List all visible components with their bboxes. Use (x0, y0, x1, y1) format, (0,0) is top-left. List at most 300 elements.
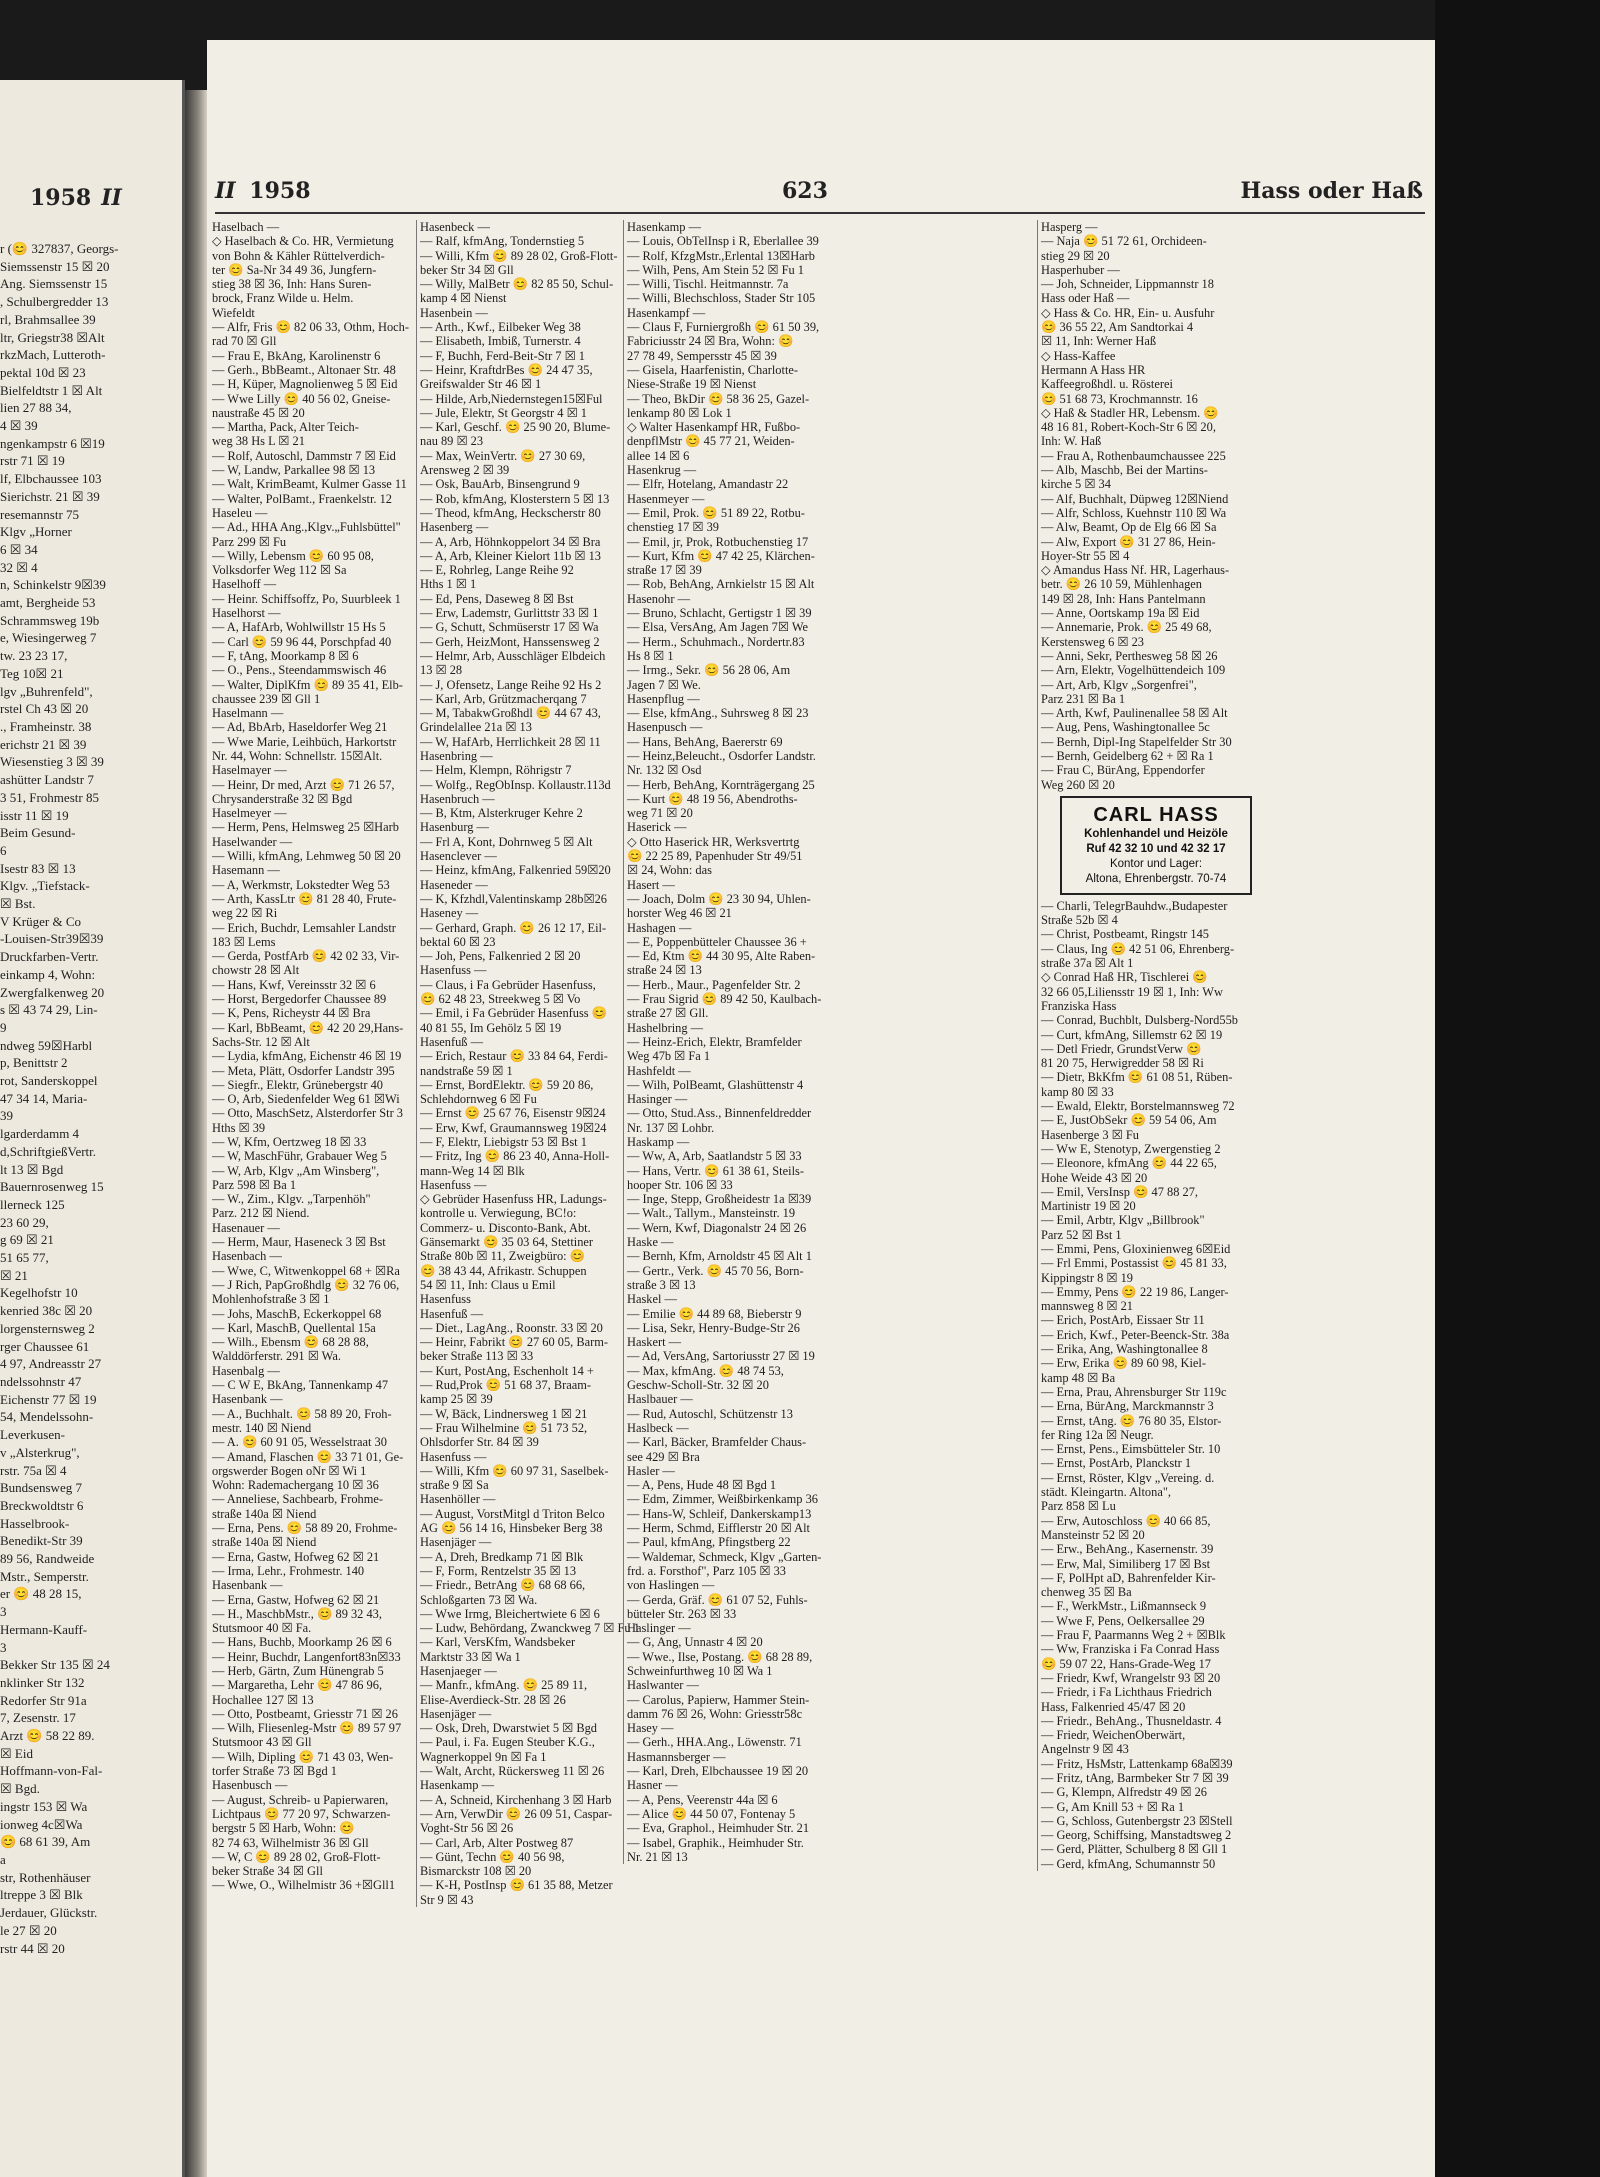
directory-entry: — Max, WeinVertr. 😊 27 30 69, (420, 448, 586, 463)
directory-entry: — Ww, Franziska i Fa Conrad Hass (1041, 1642, 1220, 1657)
directory-entry: — Hans, Buchb, Moorkamp 26 ☒ 6 (212, 1635, 392, 1650)
directory-entry: 4 97, Andreasstr 27 (0, 1356, 102, 1372)
directory-entry: — A, Arb, Höhnkoppelort 34 ☒ Bra (420, 534, 601, 549)
left-page-header (30, 185, 180, 211)
directory-entry: — A, Schneid, Kirchenhang 3 ☒ Harb (420, 1792, 612, 1807)
directory-entry: — B, Ktm, Alsterkruger Kehre 2 (420, 806, 583, 821)
directory-entry: — Frl A, Kont, Dohrnweg 5 ☒ Alt (420, 834, 593, 849)
directory-entry: denpflMstr 😊 45 77 21, Weiden- (627, 434, 795, 449)
directory-entry: — Frau Wilhelmine 😊 51 73 52, (420, 1420, 588, 1435)
directory-entry: — Claus F, Furniergroßh 😊 61 50 39, (627, 320, 820, 335)
directory-entry: s ☒ 43 74 29, Lin- (0, 1002, 98, 1018)
directory-entry: — Rob, BehAng, Arnkielstr 15 ☒ Alt (627, 577, 815, 592)
directory-entry: — Gerhard, Graph. 😊 26 12 17, Eil- (420, 920, 607, 935)
directory-entry: mann-Weg 14 ☒ Blk (420, 1163, 525, 1178)
directory-entry: — Elsa, VersAng, Am Jagen 7☒ We (627, 620, 809, 635)
carl-hass-advertisement (1060, 796, 1252, 895)
directory-entry: — Erna, Gastw, Hofweg 62 ☒ 21 (212, 1592, 380, 1607)
directory-entry: torfer Straße 73 ☒ Bgd 1 (212, 1764, 338, 1779)
directory-entry: Weg 260 ☒ 20 (1041, 777, 1115, 792)
directory-entry: Haseneder — (420, 877, 488, 892)
directory-entry: Hasenclever — (420, 849, 497, 864)
directory-entry: lt 13 ☒ Bgd (0, 1161, 64, 1177)
directory-entry: — Willi, Kfm 😊 60 97 31, Saselbek- (420, 1463, 609, 1478)
directory-entry: kenried 38c ☒ 20 (0, 1303, 93, 1319)
directory-entry: Hasenburg — (420, 820, 489, 835)
directory-entry: pektal 10d ☒ 23 (0, 364, 86, 380)
directory-entry: — Emil, i Fa Gebrüder Hasenfuss 😊 (420, 1006, 608, 1021)
directory-entry: — Fritz, HsMstr, Lattenkamp 68a☒39 (1041, 1756, 1233, 1771)
directory-entry: — Herb., Maur., Pagenfelder Str. 2 (627, 977, 801, 992)
directory-entry: Haselhorst — (212, 606, 281, 621)
directory-entry: — Curt, kfmAng, Sillemstr 62 ☒ 19 (1041, 1027, 1223, 1042)
directory-entry: 😊 36 55 22, Am Sandtorkai 4 (1041, 320, 1194, 335)
directory-entry: 81 20 75, Herwigredder 58 ☒ Ri (1041, 1056, 1204, 1071)
directory-entry: le 27 ☒ 20 (0, 1922, 57, 1938)
directory-entry: — Erw., BehAng., Kasernenstr. 39 (1041, 1542, 1214, 1557)
directory-entry: e, Wiesingerweg 7 (0, 630, 97, 646)
directory-entry: — Erich, PostArb, Eissaer Str 11 (1041, 1313, 1205, 1328)
directory-entry: Haselbach — (212, 220, 280, 234)
directory-entry: 3 (0, 1604, 7, 1620)
directory-entry: Parz 231 ☒ Ba 1 (1041, 691, 1126, 706)
directory-entry: — Heinr, Dr med, Arzt 😊 71 26 57, (212, 777, 395, 792)
directory-entry: — Max, kfmAng. 😊 48 74 53, (627, 1363, 784, 1378)
directory-entry: — Gerh., HHA.Ang., Löwenstr. 71 (627, 1735, 802, 1750)
directory-entry: 13 ☒ 28 (420, 663, 463, 678)
directory-entry: — A, Werkmstr, Lokstedter Weg 53 (212, 877, 390, 892)
directory-entry: straße 24 ☒ 13 (627, 963, 702, 978)
directory-entry: 54, Mendelssohn- (0, 1409, 94, 1425)
directory-entry: nandstraße 59 ☒ 1 (420, 1063, 513, 1078)
directory-entry: — Wern, Kwf, Diagonalstr 24 ☒ 26 (627, 1220, 807, 1235)
directory-entry: 48 16 81, Robert-Koch-Str 6 ☒ 20, (1041, 420, 1216, 435)
directory-entry: — Walt, Archt, Rückersweg 11 ☒ 26 (420, 1764, 605, 1779)
directory-entry: — Gisela, Haarfenistin, Charlotte- (627, 362, 799, 377)
directory-entry: naustraße 45 ☒ 20 (212, 405, 305, 420)
directory-entry: Beim Gesund- (0, 825, 76, 841)
directory-entry: Hasenfuß — (420, 1034, 483, 1049)
directory-entry: Haselmeyer — (212, 806, 287, 821)
directory-entry: stieg 38 ☒ 36, Inh: Hans Suren- (212, 277, 372, 292)
directory-entry: 😊 38 43 44, Afrikastr. Schuppen (420, 1263, 587, 1278)
directory-entry: Nr. 21 ☒ 13 (627, 1849, 688, 1864)
directory-entry: — W, MaschFühr, Grabauer Weg 5 (212, 1149, 387, 1164)
directory-entry: Hs 8 ☒ 1 (627, 648, 674, 663)
directory-entry: allee 14 ☒ 6 (627, 448, 690, 463)
directory-entry: Haseleu — (212, 505, 268, 520)
directory-entry: kamp 4 ☒ Nienst (420, 291, 507, 306)
directory-entry: horster Weg 46 ☒ 21 (627, 906, 732, 921)
directory-entry: — A, Pens, Veerenstr 44a ☒ 6 (627, 1792, 778, 1807)
directory-entry: Leverkusen- (0, 1427, 65, 1443)
directory-entry: ionweg 4c☒Wa (0, 1816, 83, 1832)
directory-entry: Hasenauer — (212, 1220, 280, 1235)
directory-entry: — Otto, MaschSetz, Alsterdorfer Str 3 (212, 1106, 403, 1121)
directory-entry: — W, Kfm, Oertzweg 18 ☒ 33 (212, 1135, 367, 1149)
directory-entry: Angelnstr 9 ☒ 43 (1041, 1742, 1129, 1757)
scan-background (1435, 0, 1600, 2177)
directory-entry: 4 ☒ 39 (0, 418, 38, 434)
directory-entry: Lichtpaus 😊 77 20 97, Schwarzen- (212, 1806, 391, 1821)
directory-entry: ltreppe 3 ☒ Blk (0, 1887, 83, 1903)
directory-entry: Arensweg 2 ☒ 39 (420, 463, 510, 478)
directory-entry: — Ed, Pens, Daseweg 8 ☒ Bst (420, 591, 574, 606)
directory-entry: — Carolus, Papierw, Hammer Stein- (627, 1692, 810, 1707)
directory-entry: — Herm., Schuhmach., Nordertr.83 (627, 634, 805, 649)
ad-office: Kontor und Lager: (1109, 857, 1203, 870)
directory-entry: — Herm, Pens, Helmsweg 25 ☒Harb (212, 820, 399, 835)
directory-entry: — Frau F, Paarmanns Weg 2 + ☒Blk (1041, 1628, 1226, 1643)
directory-entry: ◇ Hass & Co. HR, Ein- u. Ausfuhr (1041, 305, 1215, 320)
directory-entry: ☒ 24, Wohn: das (627, 863, 712, 878)
directory-entry: — Herb, BehAng, Kornträgergang 25 (627, 777, 815, 792)
directory-entry: Sierichstr. 21 ☒ 39 (0, 488, 100, 504)
directory-entry: — Ludw, Behördang, Zwanckweg 7 ☒ Fu 1 (420, 1621, 640, 1636)
directory-entry: straße 17 ☒ 39 (627, 563, 702, 578)
directory-entry: — Aug, Pens, Washingtonallee 5c (1041, 720, 1210, 735)
directory-entry: Ang. Siemssenstr 15 (0, 276, 108, 292)
directory-column-1 (209, 220, 409, 1893)
directory-entry: — E, Poppenbütteler Chaussee 36 + (627, 934, 807, 949)
directory-entry: Hasenfuss — (420, 1449, 487, 1464)
directory-entry: Parz. 212 ☒ Niend. (212, 1206, 310, 1221)
directory-entry: — Ernst, Röster, Klgv „Vereing. d. (1041, 1470, 1215, 1485)
directory-entry: — Friedr., BetrAng 😊 68 68 66, (420, 1578, 586, 1593)
directory-entry: — Ad, VersAng, Sartoriusstr 27 ☒ 19 (627, 1349, 815, 1364)
directory-entry: 3 51, Frohmestr 85 (0, 789, 99, 805)
directory-entry: — Erna, Prau, Ahrensburger Str 119c (1041, 1384, 1227, 1399)
directory-entry: Fabriciusstr 24 ☒ Bra, Wohn: 😊 (627, 334, 794, 349)
directory-entry: — F, tAng, Moorkamp 8 ☒ 6 (212, 648, 359, 663)
directory-entry: — Walt., Tallym., Mansteinstr. 19 (627, 1206, 796, 1221)
directory-entry: — Arth., Kwf., Eilbeker Weg 38 (420, 320, 581, 335)
directory-entry: — Bernh, Dipl-Ing Stapelfelder Str 30 (1041, 734, 1232, 749)
directory-entry: — Meta, Plätt, Osdorfer Landstr 395 (212, 1063, 395, 1078)
directory-entry: — Edm, Zimmer, Weißbirkenkamp 36 (627, 1492, 818, 1507)
directory-entry: p, Benittstr 2 (0, 1055, 68, 1071)
directory-entry: — Kurt, Kfm 😊 47 42 25, Klärchen- (627, 548, 815, 563)
directory-entry: n, Schinkelstr 9☒39 (0, 577, 106, 593)
directory-entry: — J Rich, PapGroßhdlg 😊 32 76 06, (212, 1277, 400, 1292)
directory-entry: , Schulbergredder 13 (0, 294, 109, 310)
directory-entry: Hasenjäger — (420, 1535, 492, 1550)
directory-entry: — A, Pens, Hude 48 ☒ Bgd 1 (627, 1478, 777, 1493)
directory-entry: Hasenohr — (627, 591, 690, 606)
directory-entry: ☒ Bst. (0, 896, 36, 912)
directory-entry: Jerdauer, Glückstr. (0, 1905, 98, 1921)
directory-entry: — Gertr., Verk. 😊 45 70 56, Born- (627, 1263, 804, 1278)
directory-entry: Hasenbalg — (212, 1363, 280, 1378)
directory-entry: Kaffeegroßhdl. u. Rösterei (1041, 377, 1173, 392)
directory-entry: Hermann-Kauff- (0, 1621, 88, 1637)
directory-entry: — Kurt 😊 48 19 56, Abendroths- (627, 791, 798, 806)
directory-entry: amt, Bergheide 53 (0, 595, 96, 611)
directory-entry: ◇ Gebrüder Hasenfuss HR, Ladungs- (420, 1192, 607, 1207)
directory-entry: — Theod, kfmAng, Heckscherstr 80 (420, 505, 601, 520)
directory-entry: — A., Buchhalt. 😊 58 89 20, Froh- (212, 1406, 392, 1421)
directory-entry: Mohlenhofstraße 3 ☒ 1 (212, 1292, 330, 1307)
directory-entry: — Horst, Bergedorfer Chaussee 89 (212, 992, 387, 1007)
directory-entry: — Helm, Klempn, Röhrigstr 7 (420, 763, 572, 778)
directory-entry: Straße 52b ☒ 4 (1041, 913, 1118, 928)
directory-entry: ngenkampstr 6 ☒19 (0, 435, 105, 451)
directory-entry: isstr 11 ☒ 19 (0, 807, 69, 823)
directory-entry: — Emmy, Pens 😊 22 19 86, Langer- (1041, 1284, 1229, 1299)
directory-entry: 3 (0, 1639, 7, 1655)
directory-entry: Hasenberge 3 ☒ Fu (1041, 1127, 1139, 1142)
directory-entry: — F, Buchh, Ferd-Beit-Str 7 ☒ 1 (420, 348, 585, 363)
page-number: 623 (782, 178, 828, 204)
directory-entry: — Wilh, Fliesenleg-Mstr 😊 89 57 97 (212, 1721, 402, 1736)
directory-entry: — Erich, Buchdr, Lemsahler Landstr (212, 920, 396, 935)
column-4-entries-bottom (1038, 899, 1253, 1871)
directory-entry: see 429 ☒ Bra (627, 1449, 700, 1464)
directory-entry: — Heinr, Buchdr, Langenfort83n☒33 (212, 1649, 401, 1664)
directory-entry: Zwergfalkenweg 20 (0, 984, 105, 1000)
directory-entry: — J, Ofensetz, Lange Reihe 92 Hs 2 (420, 677, 602, 692)
directory-entry: lgv „Buhrenfeld", (0, 683, 93, 699)
left-page (0, 80, 185, 2177)
directory-entry: 😊 59 07 22, Hans-Grade-Weg 17 (1041, 1656, 1211, 1671)
directory-entry: — Alfr, Schloss, Kuehnstr 110 ☒ Wa (1041, 505, 1227, 520)
directory-entry: — Louis, ObTelInsp i R, Eberlallee 39 (627, 234, 819, 249)
directory-entry: — Gerh, HeizMont, Hanssensweg 2 (420, 634, 600, 649)
directory-entry: Hasenbank — (212, 1392, 283, 1407)
directory-entry: rstr 44 ☒ 20 (0, 1940, 65, 1956)
directory-entry: Druckfarben-Vertr. (0, 949, 99, 965)
directory-entry: — Erna, Pens. 😊 58 89 20, Frohme- (212, 1521, 398, 1536)
directory-entry: Commerz- u. Disconto-Bank, Abt. (420, 1220, 591, 1235)
directory-entry: stieg 29 ☒ 20 (1041, 248, 1110, 263)
directory-entry: — Herb, Gärtn, Zum Hünengrab 5 (212, 1663, 384, 1678)
directory-entry: — Walter, PolBamt., Fraenkelstr. 12 (212, 491, 392, 506)
directory-entry: Grindelallee 21a ☒ 13 (420, 720, 532, 735)
directory-entry: — Wwe, O., Wilhelmistr 36 +☒Gll1 (212, 1878, 396, 1893)
directory-entry: — Karl, Geschf. 😊 25 90 20, Blume- (420, 420, 611, 435)
directory-entry: rot, Sanderskoppel (0, 1073, 98, 1089)
directory-entry: Hasner — (627, 1778, 678, 1793)
directory-entry: Hasperg — (1041, 220, 1098, 234)
directory-entry: 54 ☒ 11, Inh: Claus u Emil (420, 1277, 556, 1292)
directory-entry: str, Rothenhäuser (0, 1869, 91, 1885)
directory-entry: Haslinger — (627, 1621, 691, 1636)
directory-entry: Volksdorfer Weg 112 ☒ Sa (212, 563, 347, 578)
directory-entry: — Emil, VersInsp 😊 47 88 27, (1041, 1184, 1198, 1199)
directory-entry: — Rolf, KfzgMstr.,Erlental 13☒Harb (627, 248, 815, 263)
directory-entry: — Anni, Sekr, Perthesweg 58 ☒ 26 (1041, 648, 1218, 663)
directory-entry: Hashelbring — (627, 1020, 704, 1035)
directory-entry: 9 (0, 1019, 7, 1035)
directory-entry: — W, HafArb, Herrlichkeit 28 ☒ 11 (420, 734, 601, 749)
directory-entry: — W., Zim., Klgv. „Tarpenhöh" (212, 1192, 371, 1207)
directory-entry: Haske — (627, 1235, 674, 1250)
directory-entry: weg 71 ☒ 20 (627, 806, 693, 821)
directory-entry: — Rob, kfmAng, Klosterstern 5 ☒ 13 (420, 491, 610, 506)
directory-entry: — A, Arb, Kleiner Kielort 11b ☒ 13 (420, 548, 601, 563)
directory-entry: Parz 52 ☒ Bst 1 (1041, 1227, 1122, 1242)
directory-entry: — Ernst, Pens., Eimsbütteler Str. 10 (1041, 1442, 1221, 1457)
directory-entry: straße 140a ☒ Niend (212, 1506, 317, 1521)
directory-entry: — Jule, Elektr, St Georgstr 4 ☒ 1 (420, 405, 587, 420)
directory-entry: Hasenbank — (212, 1578, 283, 1593)
directory-entry: llerneck 125 (0, 1196, 65, 1212)
directory-entry: erichstr 21 ☒ 39 (0, 736, 87, 752)
directory-entry: lgarderdamm 4 (0, 1126, 80, 1142)
directory-entry: — Elisabeth, Imbiß, Turnerstr. 4 (420, 334, 581, 349)
directory-entry: — August, Schreib- u Papierwaren, (212, 1792, 389, 1807)
directory-entry: rl, Brahmsallee 39 (0, 311, 96, 327)
ad-subtitle: Kohlenhandel und Heizöle (1084, 827, 1228, 840)
directory-entry: Eichenstr 77 ☒ 19 (0, 1391, 97, 1407)
directory-entry: ndelssohnstr 47 (0, 1374, 82, 1389)
directory-entry: — Arth, KassLtr 😊 81 28 40, Frute- (212, 891, 397, 906)
directory-entry: d,SchriftgießVertr. (0, 1143, 97, 1159)
directory-entry: — Günt, Techn 😊 40 56 98, (420, 1849, 565, 1864)
directory-entry: Hasenfuss — (420, 1177, 487, 1192)
directory-entry: Hasenpflug — (627, 691, 700, 706)
directory-entry: — Willy, MalBetr 😊 82 85 50, Schul- (420, 277, 614, 292)
directory-entry: — Amand, Flaschen 😊 33 71 01, Ge- (212, 1449, 404, 1464)
directory-entry: V Krüger & Co (0, 913, 82, 929)
directory-entry: — Heinr, KraftdrBes 😊 24 47 35, (420, 362, 593, 377)
directory-entry: — Frau Sigrid 😊 89 42 50, Kaulbach- (627, 992, 822, 1007)
directory-entry: bergstr 5 ☒ Harb, Wohn: 😊 (212, 1821, 355, 1836)
directory-entry: Hasenbeck — (420, 220, 490, 234)
directory-entry: — Erw, Erika 😊 89 60 98, Kiel- (1041, 1356, 1206, 1371)
directory-entry: — Karl, Bäcker, Bramfelder Chaus- (627, 1435, 807, 1450)
directory-entry: — Walter, DiplKfm 😊 89 35 41, Elb- (212, 677, 403, 692)
directory-entry: Hass oder Haß — (1041, 291, 1130, 306)
directory-entry: — W, Landw, Parkallee 98 ☒ 13 (212, 463, 376, 478)
directory-entry: Hochallee 127 ☒ 13 (212, 1692, 314, 1707)
directory-entry: Hasemann — (212, 863, 280, 878)
directory-entry: — August, VorstMitgl d Triton Belco (420, 1506, 605, 1521)
directory-entry: — Christ, Postbeamt, Ringstr 145 (1041, 927, 1209, 942)
directory-entry: Hasenbring — (420, 748, 493, 763)
directory-entry: Hasenhöller — (420, 1492, 496, 1507)
directory-entry: Haselhoff — (212, 577, 277, 592)
directory-entry: Hohe Weide 43 ☒ 20 (1041, 1170, 1148, 1185)
directory-entry: — Erna, Gastw, Hofweg 62 ☒ 21 (212, 1549, 380, 1564)
directory-entry: beker Straße 113 ☒ 33 (420, 1349, 534, 1364)
book-gutter (185, 90, 207, 2177)
directory-entry: rger Chaussee 61 (0, 1338, 90, 1354)
directory-entry: straße 9 ☒ Sa (420, 1478, 489, 1493)
directory-entry: Weg 47b ☒ Fa 1 (627, 1049, 711, 1064)
directory-entry: — Carl 😊 59 96 44, Porschpfad 40 (212, 634, 392, 649)
directory-entry: lf, Elbchaussee 103 (0, 471, 102, 487)
directory-entry: Wohn: Rademachergang 10 ☒ 36 (212, 1478, 379, 1493)
directory-entry: — Emil, jr, Prok, Rotbuchenstieg 17 (627, 534, 809, 549)
directory-entry: — Siegfr., Elektr, Grünebergstr 40 (212, 1077, 383, 1092)
directory-entry: Hasenpusch — (627, 720, 703, 735)
directory-entry: Hashfeldt — (627, 1063, 691, 1078)
directory-entry: — H., MaschbMstr., 😊 89 32 43, (212, 1606, 382, 1621)
directory-entry: — Osk, Dreh, Dwarstwiet 5 ☒ Bgd (420, 1721, 597, 1736)
directory-entry: ☒ 11, Inh: Werner Haß (1041, 334, 1157, 349)
directory-entry: — Heinz,Beleucht., Osdorfer Landstr. (627, 748, 816, 763)
directory-entry: Hasenbusch — (212, 1778, 288, 1793)
directory-entry: Wagnerkoppel 9n ☒ Fa 1 (420, 1749, 547, 1764)
directory-entry: frd. a. Forsthof", Parz 105 ☒ 33 (627, 1563, 786, 1578)
directory-entry: — Detl Friedr, GrundstVerw 😊 (1041, 1041, 1202, 1056)
directory-entry: Hasenbach — (212, 1249, 282, 1264)
directory-entry: — Erika, Ang, Washingtonallee 8 (1041, 1342, 1208, 1357)
directory-entry: kirche 5 ☒ 34 (1041, 477, 1111, 492)
directory-entry: Hasinger — (627, 1092, 688, 1107)
directory-entry: — G, Ang, Unnastr 4 ☒ 20 (627, 1635, 763, 1650)
directory-entry: mestr. 140 ☒ Niend (212, 1420, 312, 1435)
directory-entry: Siemssenstr 15 ☒ 20 (0, 258, 110, 274)
directory-entry: — F., WerkMstr., Lißmannseck 9 (1041, 1599, 1207, 1614)
directory-entry: — Otto, Stud.Ass., Binnenfeldredder (627, 1106, 812, 1121)
directory-entry: von Bohn & Kähler Rüttelverdich- (212, 248, 385, 263)
directory-entry: kamp 80 ☒ 33 (1041, 1084, 1114, 1099)
directory-entry: — Wwe Lilly 😊 40 56 02, Gneise- (212, 391, 391, 406)
directory-entry: — Karl, Arb, Grützmacherqang 7 (420, 691, 587, 706)
directory-entry: 89 56, Randweide (0, 1551, 95, 1567)
directory-entry: Haselwander — (212, 834, 293, 849)
directory-entry: Hasenfuss (420, 1292, 471, 1307)
directory-entry: Hashagen — (627, 920, 692, 935)
directory-entry: 32 ☒ 4 (0, 559, 38, 575)
directory-entry: straße 3 ☒ 13 (627, 1277, 696, 1292)
directory-entry: Inh: W. Haß (1041, 434, 1102, 449)
directory-entry: Haslbeck — (627, 1420, 689, 1435)
directory-entry: 183 ☒ Lems (212, 934, 276, 949)
directory-entry: — Frl Emmi, Postassist 😊 45 81 33, (1041, 1256, 1227, 1271)
directory-entry: — Wwe F, Pens, Oelkersallee 29 (1041, 1613, 1205, 1628)
directory-entry: — G, Schloss, Gutenbergstr 23 ☒Stell (1041, 1813, 1233, 1828)
directory-entry: — Irma, Lehr., Frohmestr. 140 (212, 1563, 365, 1578)
directory-entry: — Alf, Buchhalt, Düpweg 12☒Niend (1041, 491, 1229, 506)
directory-entry: Arzt 😊 58 22 89. (0, 1728, 95, 1744)
directory-entry: 😊 62 48 23, Streekweg 5 ☒ Vo (420, 992, 581, 1007)
directory-entry: 51 65 77, (0, 1250, 49, 1266)
directory-entry: Hasenfuß — (420, 1306, 483, 1321)
directory-entry: 7, Zesenstr. 17 (0, 1710, 76, 1726)
directory-entry: Bauernrosenweg 15 (0, 1179, 104, 1195)
directory-entry: — Lydia, kfmAng, Eichenstr 46 ☒ 19 (212, 1049, 402, 1064)
directory-entry: Marktstr 33 ☒ Wa 1 (420, 1649, 521, 1664)
directory-entry: — Heinz-Erich, Elektr, Bramfelder (627, 1034, 802, 1049)
directory-entry: ◇ Haß & Stadler HR, Lebensm. 😊 (1041, 405, 1219, 420)
directory-entry: — Herm, Schmd, Eifflerstr 20 ☒ Alt (627, 1521, 810, 1536)
directory-entry: — Emil, Prok. 😊 51 89 22, Rotbu- (627, 505, 805, 520)
directory-entry: Haskel — (627, 1292, 677, 1307)
directory-entry: Hasperhuber — (1041, 262, 1120, 277)
directory-entry: Hasler — (627, 1463, 675, 1478)
directory-entry: ◇ Walter Hasenkampf HR, Fußbo- (627, 420, 801, 435)
directory-entry: — Ed, Ktm 😊 44 30 95, Alte Raben- (627, 949, 816, 964)
directory-entry: 39 (0, 1108, 13, 1124)
directory-entry: Schweinfurthweg 10 ☒ Wa 1 (627, 1663, 773, 1678)
directory-entry: — A, Dreh, Bredkamp 71 ☒ Blk (420, 1549, 584, 1564)
directory-entry: — Karl, BbBeamt, 😊 42 20 29,Hans- (212, 1020, 404, 1035)
directory-entry: Jagen 7 ☒ We. (627, 677, 701, 692)
directory-entry: Haslwanter — (627, 1678, 699, 1693)
directory-entry: — Elfr, Hotelang, Amandastr 22 (627, 477, 789, 492)
directory-entry: — Gerd, kfmAng, Schumannstr 50 (1041, 1856, 1216, 1871)
directory-entry: — G, Klempn, Alfredstr 49 ☒ 26 (1041, 1785, 1207, 1800)
directory-entry: — Paul, i. Fa. Eugen Steuber K.G., (420, 1735, 595, 1750)
directory-entry: — Emil, Arbtr, Klgv „Billbrook" (1041, 1213, 1205, 1228)
directory-entry: — Claus, i Fa Gebrüder Hasenfuss, (420, 977, 596, 992)
directory-entry: Redorfer Str 91a (0, 1692, 87, 1708)
directory-entry: — G, Schutt, Schmüserstr 17 ☒ Wa (420, 620, 599, 635)
directory-entry: Schrammsweg 19b (0, 612, 100, 628)
